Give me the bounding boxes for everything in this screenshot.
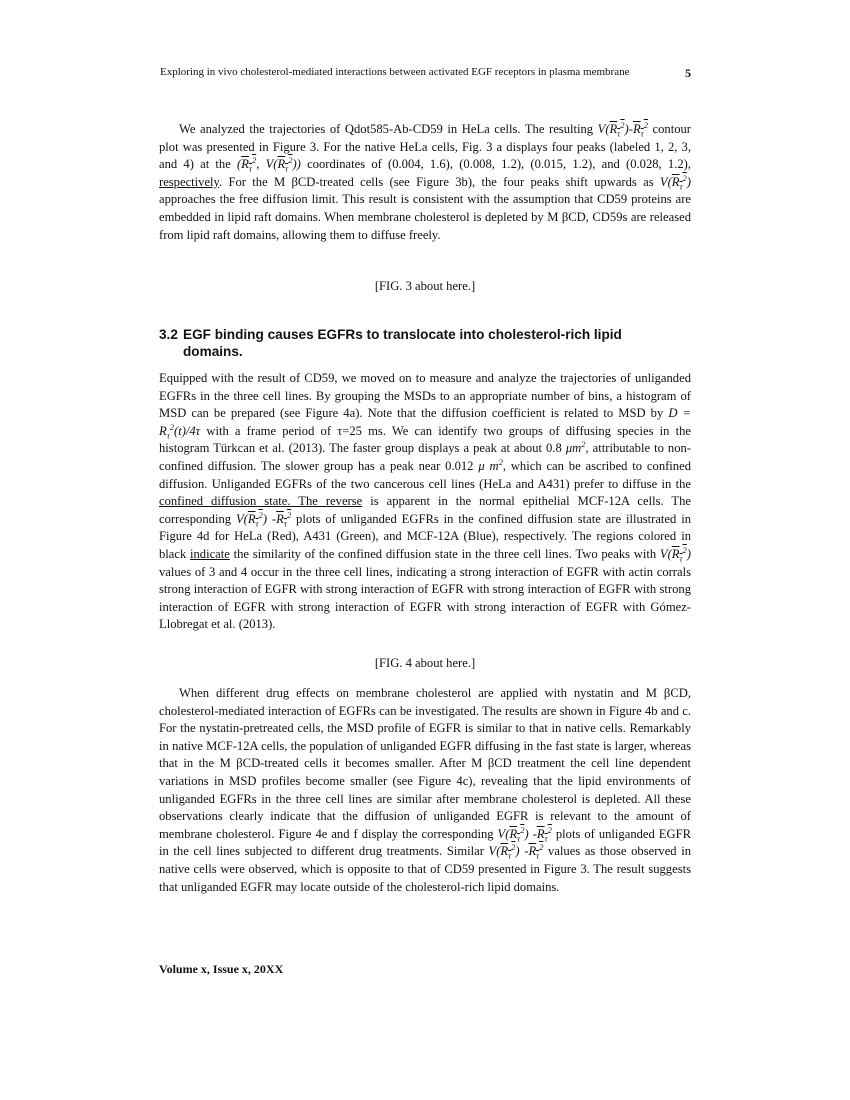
math-coordinate-pair: ($R_\tau^2$, $V(R_\tau^2)$) (237, 155, 301, 174)
section-number: 3.2 (159, 327, 178, 342)
math-variance-term: $V(R_\tau^2)$ (659, 172, 691, 192)
paragraph-drug-effects: When different drug effects on membrane cholesterol are applied with nystatin and M βCD, cholesterol-mediated interaction of EGFRs can be investigated. The results are shown in Figure 4b and c. For the nystatin-pretreated cells, the MSD profile of EGFR is similar to that in native cells. Remarkably in native MCF-12A cells, the population of unliganded EGFR diffusing in the fast state is larger, whereas that in the M βCD-treated cells it becomes smaller. After M βCD treatment the cell line dependent variations in MSD profiles become smaller (see Figure 4c), revealing that the lipid environments of unliganded EGFRs in the three cell lines are similar after membrane cholesterol is depleted. All these observations clearly indicate that the diffusion of unliganded EGFR is relevant to the amount of membrane cholesterol. Figure 4e and f display the corresponding $V(R_\tau^2)$ $-R_\tau^2$ plots of unliganded EGFR in the cell lines subjected to different drug treatments. Similar $V(R_\tau^2)$ $-R_\tau^2$ values as those observed in native cells were observed, which is opposite to that of CD59 presented in Figure 3. The result suggests that unliganded EGFR may locate outside of the cholesterol-rich lipid domains. (159, 686, 692, 894)
running-title: Exploring in vivo cholesterol-mediated interactions between activated EGF receptors in plasma membrane (160, 66, 630, 78)
paragraph-cd59: We analyzed the trajectories of Qdot585-Ab-CD59 in HeLa cells. The resulting $V(R_\tau^2)-R_\tau^2$ contour plot was presented in Figure 3. For the native HeLa cells, Fig. 3 a displays four peaks (labeled 1, 2, 3, and 4) at the ($R_\tau^2$, $V(R_\tau^2)$) coordinates of (0.004, 1.6), (0.008, 1.2), (0.015, 1.2), and (0.028, 1.2), respectively. For the M βCD-treated cells (see Figure 3b), the four peaks shift upwards as $V(R_\tau^2)$ approaches the free diffusion limit. This result is consistent with the assumption that CD59 proteins are embedded in lipid raft domains. When membrane cholesterol is depleted by M βCD, CD59s are released from lipid raft domains, allowing them to diffuse freely. (159, 119, 691, 242)
figure-4-placeholder: [FIG. 4 about here.] (374, 656, 476, 670)
math-variance-term: $V(R_\tau^2)$ (597, 119, 629, 139)
math-r-squared: $R_\tau^2$ (632, 119, 648, 139)
footer-volume-issue: Volume x, Issue x, 20XX (159, 962, 284, 976)
section-heading (159, 326, 691, 360)
math-unit-um2: $\mu m^2$ (565, 439, 586, 456)
figure-3-placeholder: [FIG. 3 about here.] (374, 279, 476, 293)
math-variance-plot-label: $V(R_\tau^2)$ $-R_\tau^2$ (235, 509, 292, 529)
section-title-line1: EGF binding causes EGFRs to translocate into cholesterol-rich lipid (183, 327, 622, 342)
math-variance-term: $V(R_\tau^2)$ (659, 544, 691, 564)
paragraph-egfr-translocation: Equipped with the result of CD59, we moved on to measure and analyze the trajectories of unliganded EGFRs in the three cell lines. By grouping the MSDs to an appropriate number of bins, a histogram of MSD can be prepared (see Figure 4a). Note that the diffusion coefficient is related to MSD by $D = R_\tau^2(t)/4\tau$ with a frame period of τ=25 ms. We can identify two groups of diffusing species in the histogram Türkcan et al. (2013). The faster group displays a peak at about 0.8 $\mu m^2$, attributable to non-confined diffusion. The slower group has a peak near 0.012 μ $m^2$, which can be ascribed to confined diffusion. Unliganded EGFRs of the two cancerous cell lines (HeLa and A431) prefer to diffuse in the confined diffusion state. The reverse is apparent in the normal epithelial MCF-12A cells. The corresponding $V(R_\tau^2)$ $-R_\tau^2$ plots of unliganded EGFRs in the confined diffusion state are illustrated in Figure 4d for HeLa (Red), A431 (Green), and MCF-12A (Blue), respectively. The regions colored in black indicate the similarity of the confined diffusion state in the three cell lines. Two peaks with $V(R_\tau^2)$ values of 3 and 4 occur in the three cell lines, indicating a strong interaction of EGFR with actin corrals strong interaction of EGFR with strong interaction of EGFR with strong interaction of EGFR with strong interaction of EGFR with strong interaction of EGFR with strong interaction of EGFR with Gómez-Llobregat et al. (2013). (159, 371, 692, 632)
math-variance-plot-label: $V(R_\tau^2)$ $-R_\tau^2$ (497, 824, 552, 844)
math-unit-um2: μ $m^2$ (478, 456, 503, 473)
math-variance-plot-label: $V(R_\tau^2)$ $-R_\tau^2$ (488, 842, 544, 861)
section-title-line2: domains. (183, 344, 243, 359)
page-number: 5 (685, 66, 691, 80)
running-header (160, 66, 691, 81)
math-diffusion-coefficient: $D = R_\tau^2(t)/4\tau$ (159, 406, 691, 441)
